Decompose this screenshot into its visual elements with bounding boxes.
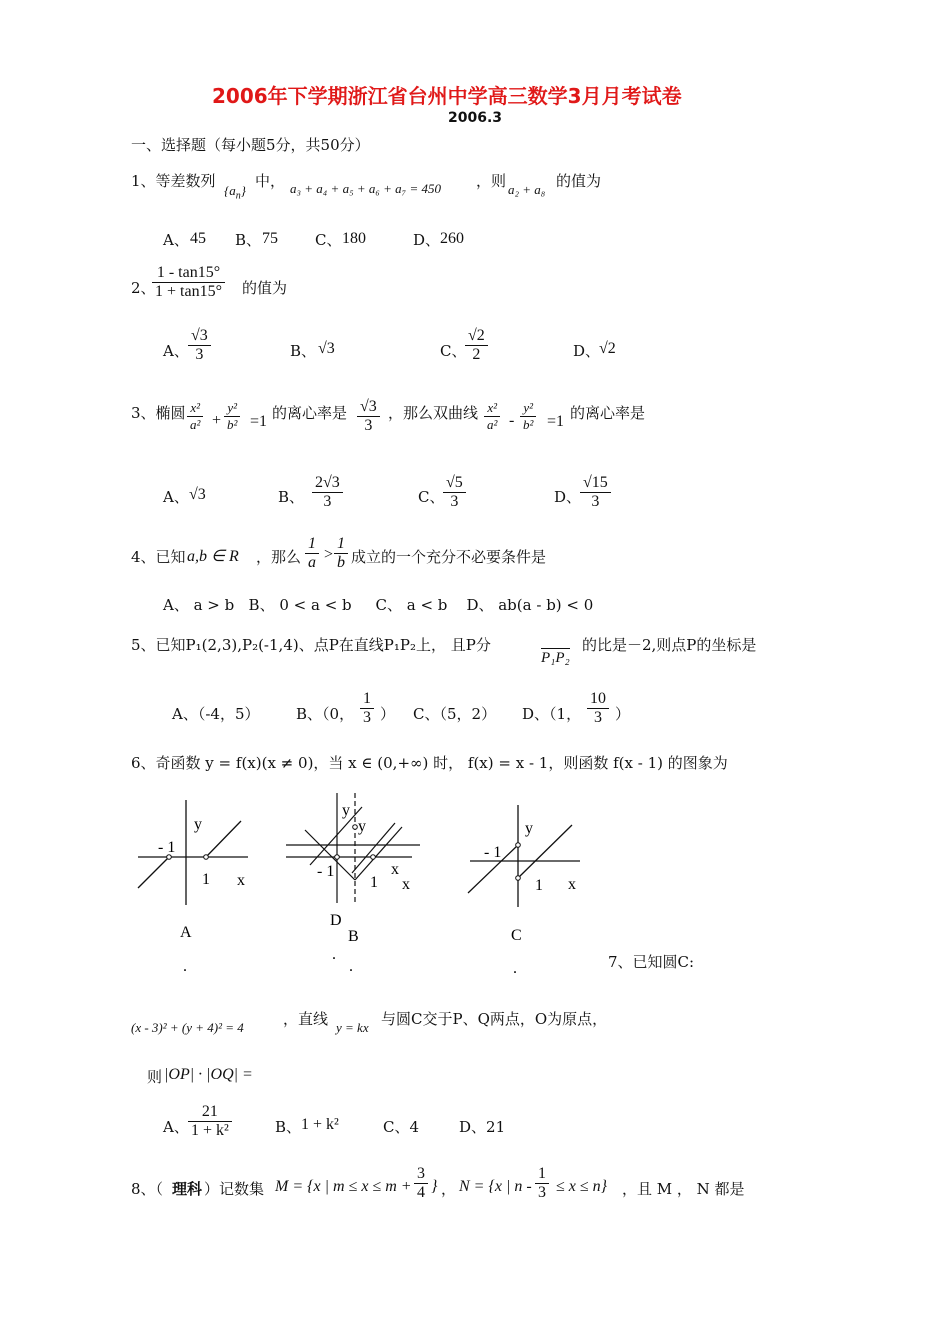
q4-gt: > [324,546,334,563]
q5-optD-close: ） [615,705,631,723]
graph-c-one: 1 [535,877,543,894]
q7-product: |OP| · |OQ| = [164,1066,253,1083]
q3-optD-value: $\frac{√15}{3}$ [580,474,611,511]
graph-b-open-point-left [335,855,340,860]
graph-b[interactable] [286,793,420,975]
graph-b-y-label: y [342,802,350,819]
q7-tail: 与圆C交于P、Q两点，O为原点， [381,1010,608,1028]
graph-c[interactable] [468,805,580,977]
q1-lead: 1、等差数列 [131,172,216,190]
graph-b-dot-d: . [332,946,336,963]
q8-set-n-frac: $\frac{1}{3}$ [535,1165,549,1202]
graph-a-neg1: - 1 [158,839,176,856]
q3-optD-label[interactable]: D、 [554,488,582,506]
q3-frac-x: $\frac{\text{x²}}{\text{a²}}$ [187,400,203,433]
graph-c-open-point-top [516,843,521,848]
q8-set-m-close: } [431,1178,438,1195]
q7-lead: 7、已知圆C: [608,953,695,971]
graph-a-right-branch [206,821,241,857]
q7-then: 则 [147,1068,163,1086]
graph-c-x-label: x [568,876,576,893]
q2-optD-value: √2 [599,340,616,357]
q1-seq: $\{a_n\}$ [224,183,246,202]
page-title: 2006年下学期浙江省台州中学高三数学3月月考试卷 [212,84,682,108]
graph-b-x-label: x [391,861,399,878]
graph-b-neg1: - 1 [317,863,335,880]
q3-optA-label[interactable]: A、 [163,488,189,506]
q1-optD-label[interactable]: D、 [413,231,441,249]
graph-a-left-branch [138,857,169,888]
graph-b-open-point-right [371,855,376,860]
q1-mid: 中， [255,172,286,190]
q1-tail: 的值为 [556,172,602,190]
q8-bold: 理科 [172,1180,203,1198]
q5-optC[interactable]: C、（5，2） [413,705,497,723]
graph-a-label: A [180,924,192,941]
q8-comma: ， [441,1180,457,1198]
graph-a-dot: . [183,958,187,975]
q1-optD-value: 260 [440,230,464,247]
q4-mid: ，那么 [256,548,302,566]
q7-optC[interactable]: C、4 [383,1118,420,1136]
q7-optD[interactable]: D、21 [459,1118,506,1136]
q3-optC-label[interactable]: C、 [418,488,445,506]
graph-b-x-label-2: x [402,876,410,893]
q2-optB-label[interactable]: B、 [290,342,317,360]
q5-optA[interactable]: A、（-4，5） [172,705,260,723]
q1-expr: a₃ + a₄ + a₅ + a₆ + a₇ = 450 [290,181,441,196]
q8-lead: 8、（ [131,1180,164,1198]
q3-hyp-frac-y: $\frac{\text{y²}}{\text{b²}}$ [520,400,536,433]
graph-b-label: B [348,928,359,945]
q5-optD-label[interactable]: D、（1， [522,705,582,723]
q4-cond: a,b ∈ R [187,548,239,565]
q4-options[interactable]: A、 a > b B、 0 < a < b C、 a < b D、 ab(a - b) < 0 [163,596,594,614]
q4-lead: 4、已知 [131,548,186,566]
q2-tail: 的值为 [242,279,288,297]
graph-c-dot: . [513,960,517,977]
q3-optA-value: √3 [189,486,206,503]
q1-optB-label[interactable]: B、 [235,231,262,249]
q5-optD-frac: $\frac{10}{3}$ [587,690,609,727]
q3-plus: + [212,412,222,429]
q7-line-eq: y = kx [336,1020,369,1035]
q3-eccentricity: $\frac{√3}{3}$ [357,398,380,435]
q8-tail: ，且 M ， N 都是 [622,1180,745,1198]
section-heading: 一、选择题（每小题5分，共50分） [131,136,370,154]
q2-fraction: $\frac{1 - \tan 15^\circ}{1 + \tan 15^\circ}$ [152,264,225,301]
q7-optA-value: $\frac{21}{\text{1 + k²}}$ [188,1103,232,1140]
q6-graphs [120,785,640,985]
q5-optB-close: ） [380,705,396,723]
q3-mid2: ，那么双曲线 [388,404,479,422]
q8-mid: ）记数集 [204,1180,265,1198]
q1-optA-label[interactable]: A、 [163,231,189,249]
graph-b-open-point-top [353,825,358,830]
q2-optC-label[interactable]: C、 [440,342,467,360]
graph-a[interactable] [138,800,248,975]
q8-set-n-tail: ≤ x ≤ n} [556,1178,608,1195]
q2-optA-label[interactable]: A、 [163,342,189,360]
q1-then: ，则 [476,172,507,190]
q7-optB-value: 1 + k² [301,1116,339,1133]
q5-optB-frac: $\frac{1}{3}$ [360,690,374,727]
q1-optC-value: 180 [342,230,366,247]
q1-optA-value: 45 [190,230,206,247]
graph-c-label: C [511,927,522,944]
q3-frac-y: $\frac{\text{y²}}{\text{b²}}$ [224,400,240,433]
q3-optB-label[interactable]: B、 [278,488,305,506]
q6-text: 6、奇函数 y = f(x)(x ≠ 0)，当 x ∈ (0,+∞) 时， f(x) = x - 1，则函数 f(x - 1) 的图象为 [131,754,728,772]
q3-lead: 3、椭圆 [131,404,186,422]
q1-optC-label[interactable]: C、 [315,231,342,249]
q3-optB-value: $\frac{2√3}{3}$ [312,474,343,511]
q5-optB-label[interactable]: B、（0， [296,705,355,723]
graph-c-open-point-bottom [516,876,521,881]
q8-set-m-frac: $\frac{3}{4}$ [414,1165,428,1202]
graph-a-x-label: x [237,872,245,889]
q3-minus: - [509,412,515,429]
q2-optB-value: √3 [318,340,335,357]
q7-circle-eq: (x - 3)² + (y + 4)² = 4 [131,1020,244,1035]
graph-c-y-label: y [525,820,533,837]
graph-b-y-label-2: y [358,818,366,835]
graph-c-neg1: - 1 [484,844,502,861]
q3-tail: 的离心率是 [570,404,646,422]
q2-optA-value: $\frac{√3}{3}$ [188,327,211,364]
q2-lead: 2、 [131,279,156,297]
graph-b-label-d: D [330,912,342,929]
q3-hyp-eq1: =1 [547,413,565,430]
q3-eq1: =1 [250,413,268,430]
q8-set-n: N = {x | n - [459,1178,532,1195]
q2-optC-value: $\frac{√2}{2}$ [465,327,488,364]
graph-a-open-point-right [204,855,209,860]
graph-b-one: 1 [370,874,378,891]
q7-optB-label[interactable]: B、 [275,1118,302,1136]
graph-b-dot: . [349,958,353,975]
q4-tail: 成立的一个充分不必要条件是 [351,548,547,566]
exam-date: 2006.3 [448,110,503,126]
q1-expr2: a₂ + a₈ [508,182,546,197]
q5-vector: P₁P₂ [541,650,570,666]
q4-frac-a: $\frac{1}{a}$ [305,535,319,572]
graph-a-y-label: y [194,816,202,833]
q3-hyp-frac-x: $\frac{\text{x²}}{\text{a²}}$ [484,400,500,433]
q3-mid: 的离心率是 [272,404,348,422]
graph-a-one: 1 [202,871,210,888]
q5-text: 5、已知P₁(2,3),P₂(-1,4)、点P在直线P₁P₂上， 且P分 [131,636,491,654]
q3-optC-value: $\frac{√5}{3}$ [443,474,466,511]
q7-mid: ，直线 [283,1010,329,1028]
q1-optB-value: 75 [262,230,278,247]
q5-tail: 的比是－2,则点P的坐标是 [582,636,757,654]
q2-optD-label[interactable]: D、 [573,342,601,360]
q7-optA-label[interactable]: A、 [163,1118,189,1136]
q8-set-m: M = {x | m ≤ x ≤ m + [275,1178,412,1195]
q4-frac-b: $\frac{1}{b}$ [334,535,348,572]
